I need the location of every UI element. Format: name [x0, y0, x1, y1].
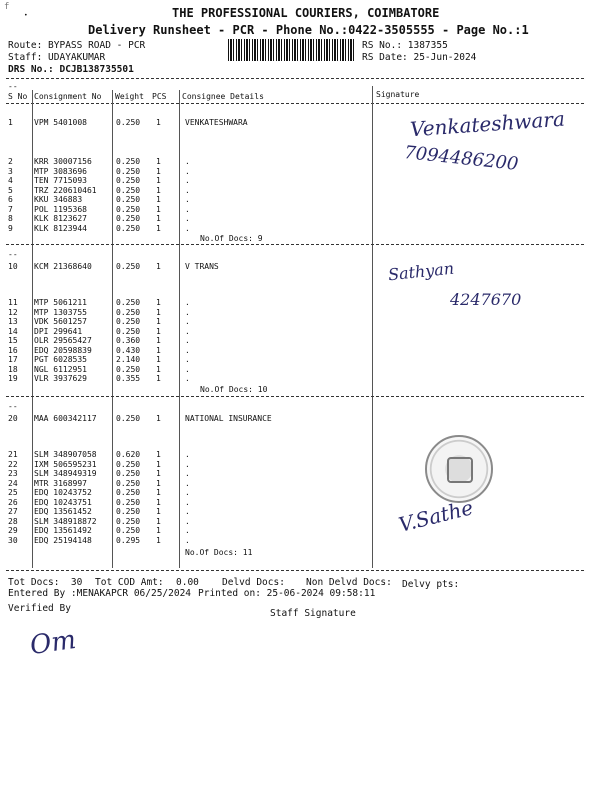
row-pcs: 1	[156, 118, 161, 127]
consignee-dot: .	[185, 517, 190, 526]
delivered-docs: Delvd Docs:	[222, 577, 285, 588]
column-line	[179, 90, 180, 568]
consignee-dot: .	[185, 507, 190, 516]
row-sno: 3	[8, 167, 13, 176]
row-pcs: 1	[156, 488, 161, 497]
total-cod-value: 0.00	[176, 577, 199, 588]
row-weight: 0.250	[116, 298, 141, 307]
consignee-name: VENKATESHWARA	[185, 118, 248, 127]
signature-1: Venkateshwara	[409, 106, 566, 142]
row-weight: 0.250	[116, 176, 141, 185]
row-sno: 4	[8, 176, 13, 185]
row-weight: 0.250	[116, 224, 141, 233]
row-pcs: 1	[156, 298, 161, 307]
dash-mark: --	[8, 402, 18, 411]
row-weight: 0.250	[116, 469, 141, 478]
row-weight: 0.250	[116, 479, 141, 488]
dash-mark: --	[8, 82, 18, 91]
signature-3: V.Sathe	[396, 495, 476, 537]
row-pcs: 1	[156, 374, 161, 383]
row-pcs: 1	[156, 479, 161, 488]
row-sno: 17	[8, 355, 18, 364]
row-weight: 0.250	[116, 195, 141, 204]
row-sno: 24	[8, 479, 18, 488]
consignee-dot: .	[185, 450, 190, 459]
row-consignment: IXM 506595231	[34, 460, 97, 469]
row-weight: 0.250	[116, 460, 141, 469]
row-pcs: 1	[156, 507, 161, 516]
row-consignment: PGT 6028535	[34, 355, 87, 364]
row-pcs: 1	[156, 195, 161, 204]
row-consignment: EDQ 13561492	[34, 526, 92, 535]
company-stamp	[425, 435, 493, 503]
row-consignment: EDQ 25194148	[34, 536, 92, 545]
consignee-dot: .	[185, 157, 190, 166]
col-sno: S No	[8, 92, 28, 101]
row-pcs: 1	[156, 167, 161, 176]
consignee-dot: .	[185, 224, 190, 233]
row-sno: 12	[8, 308, 18, 317]
row-weight: 0.250	[116, 308, 141, 317]
separator	[6, 244, 584, 245]
row-consignment: MTP 3083696	[34, 167, 87, 176]
row-weight: 0.250	[116, 414, 141, 423]
row-consignment: KLK 8123944	[34, 224, 87, 233]
row-weight: 0.430	[116, 346, 141, 355]
row-sno: 14	[8, 327, 18, 336]
row-consignment: OLR 29565427	[34, 336, 92, 345]
row-weight: 0.250	[116, 507, 141, 516]
row-consignment: SLM 348949319	[34, 469, 97, 478]
row-pcs: 1	[156, 317, 161, 326]
row-sno: 22	[8, 460, 18, 469]
row-consignment: EDQ 10243751	[34, 498, 92, 507]
row-consignment: SLM 348907058	[34, 450, 97, 459]
row-pcs: 1	[156, 365, 161, 374]
separator	[6, 396, 584, 397]
consignee-dot: .	[185, 205, 190, 214]
row-sno: 13	[8, 317, 18, 326]
row-pcs: 1	[156, 186, 161, 195]
consignee-dot: .	[185, 460, 190, 469]
row-sno: 16	[8, 346, 18, 355]
rs-number: RS No.: 1387355	[362, 40, 448, 51]
row-consignment: VDK 5601257	[34, 317, 87, 326]
col-consignment: Consignment No	[34, 92, 102, 101]
row-pcs: 1	[156, 414, 161, 423]
row-sno: 26	[8, 498, 18, 507]
row-consignment: KRR 30007156	[34, 157, 92, 166]
drs-number: DRS No.: DCJB138735501	[8, 64, 134, 75]
row-pcs: 1	[156, 336, 161, 345]
col-weight: Weight	[115, 92, 144, 101]
row-consignment: KCM 21368640	[34, 262, 92, 271]
row-sno: 21	[8, 450, 18, 459]
separator	[6, 570, 584, 571]
printed-on: Printed on: 25-06-2024 09:58:11	[198, 588, 376, 599]
col-signature: Signature	[376, 90, 420, 99]
row-sno: 28	[8, 517, 18, 526]
row-consignment: KLK 8123627	[34, 214, 87, 223]
docs-count: No.Of Docs: 9	[200, 234, 263, 243]
delivery-points: Delvy pts:	[402, 579, 460, 590]
staff-signature: Staff Signature	[270, 608, 356, 619]
row-weight: 0.250	[116, 365, 141, 374]
row-sno: 5	[8, 186, 13, 195]
phone-2: 4247670	[450, 290, 522, 309]
row-pcs: 1	[156, 214, 161, 223]
consignee-dot: .	[185, 526, 190, 535]
row-weight: 0.250	[116, 317, 141, 326]
consignee-dot: .	[185, 498, 190, 507]
row-consignment: TEN 7715093	[34, 176, 87, 185]
row-pcs: 1	[156, 355, 161, 364]
row-sno: 10	[8, 262, 18, 271]
non-delivered-docs: Non Delvd Docs:	[306, 577, 392, 588]
row-weight: 0.250	[116, 205, 141, 214]
row-consignment: VPM 5401008	[34, 118, 87, 127]
row-sno: 1	[8, 118, 13, 127]
row-weight: 2.140	[116, 355, 141, 364]
consignee-dot: .	[185, 374, 190, 383]
consignee-dot: .	[185, 365, 190, 374]
consignee-name: V TRANS	[185, 262, 219, 271]
row-sno: 23	[8, 469, 18, 478]
consignee-dot: .	[185, 488, 190, 497]
row-consignment: MTP 1303755	[34, 308, 87, 317]
consignee-dot: .	[185, 195, 190, 204]
row-consignment: EDQ 13561452	[34, 507, 92, 516]
row-weight: 0.250	[116, 488, 141, 497]
rs-date: RS Date: 25-Jun-2024	[362, 52, 477, 63]
consignee-dot: .	[185, 346, 190, 355]
row-weight: 0.360	[116, 336, 141, 345]
total-docs: Tot Docs: 30	[8, 577, 83, 588]
staff: Staff: UDAYAKUMAR	[8, 52, 106, 63]
row-weight: 0.250	[116, 526, 141, 535]
verified-signature: Om	[28, 624, 78, 662]
row-weight: 0.250	[116, 262, 141, 271]
row-pcs: 1	[156, 526, 161, 535]
row-weight: 0.250	[116, 118, 141, 127]
consignee-name: NATIONAL INSURANCE	[185, 414, 272, 423]
consignee-dot: .	[185, 327, 190, 336]
row-consignment: MTP 5061211	[34, 298, 87, 307]
consignee-dot: .	[185, 536, 190, 545]
separator	[6, 103, 584, 104]
row-consignment: DPI 299641	[34, 327, 83, 336]
row-pcs: 1	[156, 308, 161, 317]
row-sno: 20	[8, 414, 18, 423]
tick-mark: •	[24, 12, 28, 19]
row-pcs: 1	[156, 469, 161, 478]
row-pcs: 1	[156, 176, 161, 185]
row-weight: 0.250	[116, 498, 141, 507]
route: Route: BYPASS ROAD - PCR	[8, 40, 146, 51]
column-line	[112, 90, 113, 568]
company-name: THE PROFESSIONAL COURIERS, COIMBATORE	[172, 6, 440, 20]
signature-2: Sathyan	[387, 258, 455, 285]
consignee-dot: .	[185, 479, 190, 488]
row-pcs: 1	[156, 498, 161, 507]
row-consignment: KKU 346883	[34, 195, 83, 204]
row-weight: 0.250	[116, 186, 141, 195]
col-pcs: PCS	[152, 92, 167, 101]
row-sno: 6	[8, 195, 13, 204]
row-pcs: 1	[156, 450, 161, 459]
row-weight: 0.620	[116, 450, 141, 459]
consignee-dot: .	[185, 308, 190, 317]
row-weight: 0.295	[116, 536, 141, 545]
consignee-dot: .	[185, 214, 190, 223]
row-pcs: 1	[156, 346, 161, 355]
row-consignment: TRZ 220610461	[34, 186, 97, 195]
docs-count: No.Of Docs: 10	[200, 385, 268, 394]
row-sno: 25	[8, 488, 18, 497]
runsheet-title: Delivery Runsheet - PCR - Phone No.:0422-3505555 - Page No.:1	[88, 23, 529, 37]
consignee-dot: .	[185, 336, 190, 345]
row-consignment: NGL 6112951	[34, 365, 87, 374]
row-consignment: EDQ 20598839	[34, 346, 92, 355]
verified-by: Verified By	[8, 603, 71, 614]
consignee-dot: .	[185, 176, 190, 185]
consignee-dot: .	[185, 355, 190, 364]
row-consignment: SLM 348918872	[34, 517, 97, 526]
row-pcs: 1	[156, 460, 161, 469]
row-weight: 0.355	[116, 374, 141, 383]
row-sno: 9	[8, 224, 13, 233]
row-sno: 18	[8, 365, 18, 374]
row-sno: 8	[8, 214, 13, 223]
consignee-dot: .	[185, 317, 190, 326]
row-weight: 0.250	[116, 157, 141, 166]
consignee-dot: .	[185, 167, 190, 176]
row-sno: 11	[8, 298, 18, 307]
row-sno: 2	[8, 157, 13, 166]
row-sno: 15	[8, 336, 18, 345]
col-consignee: Consignee Details	[182, 92, 264, 101]
row-sno: 7	[8, 205, 13, 214]
row-consignment: POL 1195368	[34, 205, 87, 214]
row-pcs: 1	[156, 205, 161, 214]
row-pcs: 1	[156, 224, 161, 233]
row-pcs: 1	[156, 517, 161, 526]
corner-mark: f	[4, 2, 10, 12]
phone-1: 7094486200	[403, 142, 520, 175]
row-weight: 0.250	[116, 327, 141, 336]
row-sno: 19	[8, 374, 18, 383]
total-cod-label: Tot COD Amt:	[95, 577, 164, 588]
row-pcs: 1	[156, 157, 161, 166]
row-sno: 30	[8, 536, 18, 545]
column-line	[32, 90, 33, 568]
row-pcs: 1	[156, 327, 161, 336]
docs-count: No.Of Docs: 11	[185, 548, 253, 557]
row-consignment: VLR 3937629	[34, 374, 87, 383]
dash-mark: --	[8, 250, 18, 259]
column-line	[372, 86, 373, 568]
row-pcs: 1	[156, 536, 161, 545]
row-weight: 0.250	[116, 167, 141, 176]
entered-by: Entered By :MENAKAPCR 06/25/2024	[8, 588, 192, 599]
separator	[6, 78, 584, 79]
row-sno: 27	[8, 507, 18, 516]
row-consignment: EDQ 10243752	[34, 488, 92, 497]
row-weight: 0.250	[116, 517, 141, 526]
row-consignment: MTR 3168997	[34, 479, 87, 488]
consignee-dot: .	[185, 298, 190, 307]
consignee-dot: .	[185, 186, 190, 195]
consignee-dot: .	[185, 469, 190, 478]
row-pcs: 1	[156, 262, 161, 271]
row-sno: 29	[8, 526, 18, 535]
barcode	[228, 39, 356, 61]
row-weight: 0.250	[116, 214, 141, 223]
row-consignment: MAA 600342117	[34, 414, 97, 423]
